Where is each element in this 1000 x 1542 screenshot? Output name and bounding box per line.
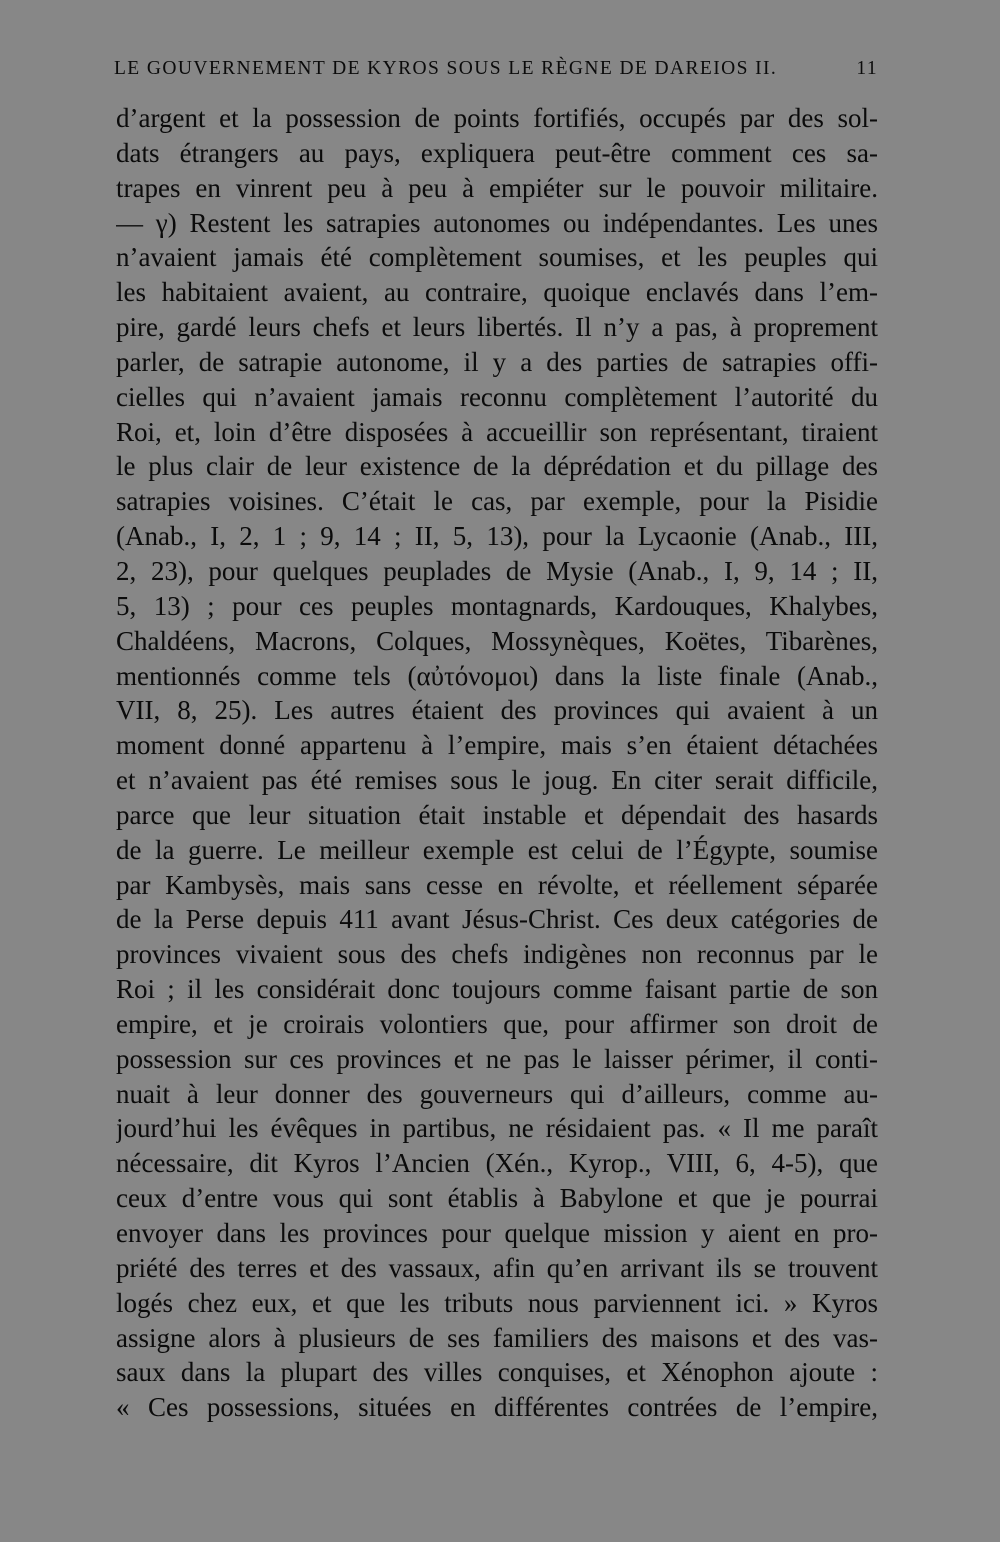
text-line: satrapies voisines. C’était le cas, par exemple, pour la Pisidie	[116, 486, 878, 517]
text-line: VII, 8, 25). Les autres étaient des provinces qui avaient à un	[116, 695, 878, 726]
text-line: par Kambysès, mais sans cesse en révolte, et réellement séparée	[116, 869, 878, 900]
text-line: saux dans la plupart des villes conquises, et Xénophon ajoute :	[116, 1357, 878, 1388]
text-line: le plus clair de leur existence de la déprédation et du pillage des	[116, 451, 878, 482]
text-line: n’avaient jamais été complètement soumises, et les peuples qui	[116, 242, 878, 273]
text-line: 2, 23), pour quelques peuplades de Mysie (Anab., I, 9, 14 ; II,	[116, 555, 878, 586]
text-line: et n’avaient pas été remises sous le joug. En citer serait difficile,	[116, 765, 878, 796]
text-line: mentionnés comme tels (αὐτόνομοι) dans la liste finale (Anab.,	[116, 660, 878, 691]
text-line: parce que leur situation était instable et dépendait des hasards	[116, 799, 878, 830]
text-line: logés chez eux, et que les tributs nous parviennent ici. » Kyros	[116, 1287, 878, 1318]
page-number: 11	[856, 58, 878, 79]
text-line: 5, 13) ; pour ces peuples montagnards, Kardouques, Khalybes,	[116, 590, 878, 621]
text-line: dats étrangers au pays, expliquera peut-être comment ces sa-	[116, 137, 878, 168]
text-line: (Anab., I, 2, 1 ; 9, 14 ; II, 5, 13), pour la Lycaonie (Anab., III,	[116, 521, 878, 552]
text-line: moment donné appartenu à l’empire, mais s’en étaient détachées	[116, 730, 878, 761]
text-line: « Ces possessions, situées en différentes contrées de l’empire,	[116, 1392, 878, 1423]
text-line: — γ) Restent les satrapies autonomes ou indépendantes. Les unes	[116, 207, 878, 238]
text-line: de la Perse depuis 411 avant Jésus-Christ. Ces deux catégories de	[116, 904, 878, 935]
running-title: LE GOUVERNEMENT DE KYROS SOUS LE RÈGNE DE DAREIOS II.	[114, 58, 778, 79]
text-line: trapes en vinrent peu à peu à empiéter sur le pouvoir militaire.	[116, 172, 878, 203]
running-head	[114, 58, 878, 88]
text-line: Chaldéens, Macrons, Colques, Mossynèques, Koëtes, Tibarènes,	[116, 625, 878, 656]
text-line: nuait à leur donner des gouverneurs qui d’ailleurs, comme au-	[116, 1078, 878, 1109]
text-line: ceux d’entre vous qui sont établis à Babylone et que je pourrai	[116, 1183, 878, 1214]
text-line: d’argent et la possession de points fortifiés, occupés par des sol-	[116, 103, 878, 133]
text-line: parler, de satrapie autonome, il y a des parties de satrapies offi-	[116, 346, 878, 377]
text-line: empire, et je croirais volontiers que, pour affirmer son droit de	[116, 1008, 878, 1039]
text-line: envoyer dans les provinces pour quelque mission y aient en pro-	[116, 1218, 878, 1248]
text-line: les habitaient avaient, au contraire, quoique enclavés dans l’em-	[116, 277, 878, 308]
text-line: possession sur ces provinces et ne pas le laisser périmer, il conti-	[116, 1043, 878, 1074]
text-line: pire, gardé leurs chefs et leurs libertés. Il n’y a pas, à proprement	[116, 312, 878, 343]
text-line: priété des terres et des vassaux, afin qu’en arrivant ils se trouvent	[116, 1252, 878, 1283]
text-line: provinces vivaient sous des chefs indigènes non reconnus par le	[116, 939, 878, 970]
text-line: Roi ; il les considérait donc toujours comme faisant partie de son	[116, 974, 878, 1005]
body-text	[116, 101, 878, 1425]
text-line: de la guerre. Le meilleur exemple est celui de l’Égypte, soumise	[116, 834, 878, 865]
text-line: jourd’hui les évêques in partibus, ne résidaient pas. « Il me paraît	[116, 1113, 878, 1144]
text-line: cielles qui n’avaient jamais reconnu complètement l’autorité du	[116, 381, 878, 412]
text-line: Roi, et, loin d’être disposées à accueillir son représentant, tiraient	[116, 416, 878, 447]
text-line: nécessaire, dit Kyros l’Ancien (Xén., Kyrop., VIII, 6, 4-5), que	[116, 1148, 878, 1179]
text-line: assigne alors à plusieurs de ses familiers des maisons et des vas-	[116, 1322, 878, 1353]
